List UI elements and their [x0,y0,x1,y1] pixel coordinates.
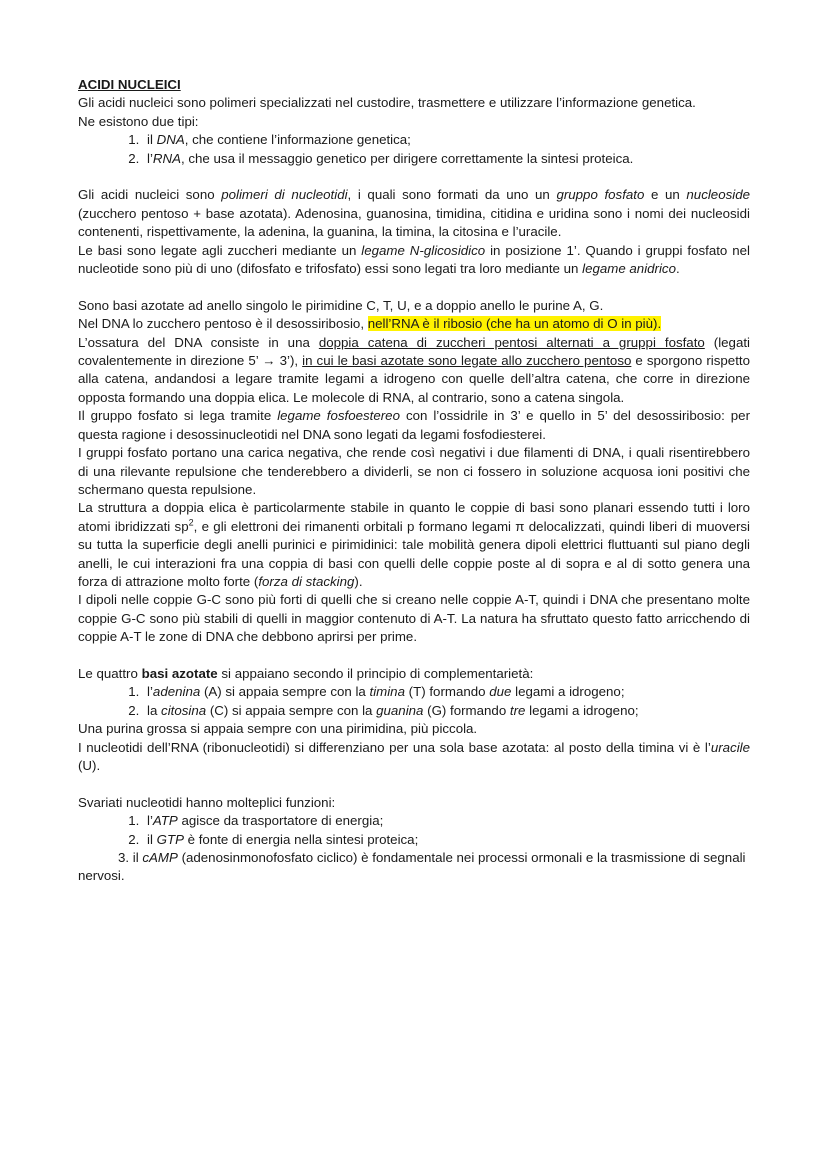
list-item-gtp: 2. il GTP è fonte di energia nella sintesi proteica; [143,831,750,849]
list-item-cytosine: 2. la citosina (C) si appaia sempre con la guanina (G) formando tre legami a idrogeno; [143,702,750,720]
document-page [78,76,750,886]
highlighted-text: nell’RNA è il ribosio (che ha un atomo di O in più). [367,316,662,332]
page-title: ACIDI NUCLEICI [78,77,181,92]
sugar-paragraph: Nel DNA lo zucchero pentoso è il desossiribosio, nell’RNA è il ribosio (che ha un atomo di O in più). [78,316,662,332]
dipoles-paragraph: I dipoli nelle coppie G-C sono più forti di quelli che si creano nelle coppie A-T, quindi i DNA che presentano molte coppie G-C sono più stabili di quelli in maggior contenuto di A-T. La natura ha sfruttato questo fatto arricchendo di coppie A-T le zone di DNA che debbono aprirsi per prime. [78,592,750,645]
list-item-adenine: 1. l’adenina (A) si appaia sempre con la timina (T) formando due legami a idrogeno; [143,683,750,701]
phosphate-bond-paragraph: Il gruppo fosfato si lega tramite legame fosfoestereo con l’ossidrile in 3’ e quello in 5’ del desossiribosio: per questa ragione i desossinucleotidi nel DNA sono legati da legami fosfodiesterei. [78,408,751,442]
functions-paragraph: Svariati nucleotidi hanno molteplici funzioni: [78,794,336,810]
list-item-dna: 1. il DNA, che contiene l’informazione genetica; [143,131,750,149]
list-item-rna: 2. l’RNA, che usa il messaggio genetico per dirigere correttamente la sintesi proteica. [143,150,750,168]
nucleic-acid-types-list [78,131,750,168]
rna-nucleotides-paragraph: I nucleotidi dell’RNA (ribonucleotidi) si differenziano per una sola base azotata: al posto della timina vi è l’uracile (U). [78,739,750,773]
bonds-paragraph: Le basi sono legate agli zuccheri mediante un legame N-glicosidico in posizione 1’. Quando i gruppi fosfato nel nucleotide sono più di uno (difosfato e trifosfato) essi sono legati tra loro mediante un legame anidrico. [78,242,750,277]
bases-paragraph: Sono basi azotate ad anello singolo le pirimidine C, T, U, e a doppio anello le purine A, G. [78,297,604,313]
base-pairing-list [78,683,750,720]
intro-paragraph: Gli acidi nucleici sono polimeri specializzati nel custodire, trasmettere e utilizzare l’informazione genetica. [78,95,696,111]
list-item-atp: 1. l’ATP agisce da trasportatore di energia; [143,812,750,830]
stacking-paragraph: La struttura a doppia elica è particolarmente stabile in quanto le coppie di basi sono planari essendo tutti i loro atomi ibridizzati $sp^2$, e gli elettroni dei rimanenti orbitali p formano legami π delocalizzati, quindi liberi di muoversi su tutta la superficie degli anelli purinici e pirimidinici: tale mobilità genera dipoli elettrici fluttuanti sul piano degli anelli, le cui interazioni fra una coppia di basi con quelli delle coppie poste al di sopra e al di sotto genera una forza di attrazione molto forte (forza di stacking). [78,500,750,589]
complementarity-paragraph: Le quattro basi azotate si appaiano secondo il principio di complementarietà: [78,665,534,681]
charge-paragraph: I gruppi fosfato portano una carica negativa, che rende così negativi i due filamenti di DNA, i quali risentirebbero di una rilevante repulsione che tenderebbero a dividerli, se non ci fossero in soluzione acquosa ioni positivi che schermano questa repulsione. [78,445,750,497]
nucleotide-functions-list [78,812,750,886]
list-item-camp: 3. il cAMP (adenosinmonofosfato ciclico) è fondamentale nei processi ormonali e la trasmissione di segnali nervosi. [78,849,750,886]
nucleotides-paragraph: Gli acidi nucleici sono polimeri di nucleotidi, i quali sono formati da uno un gruppo fosfato e un nucleoside (zucchero pentoso + base azotata). Adenosina, guanosina, timidina, citidina e uridina sono i nomi dei nucleosidi contenenti, rispettivamente, la adenina, la guanina, la timina, la citosina e l’uracile. [78,187,750,240]
intro-types-paragraph: Ne esistono due tipi: [78,113,199,129]
backbone-paragraph: L’ossatura del DNA consiste in una doppia catena di zuccheri pentosi alternati a gruppi fosfato (legati covalentemente in direzione 5’ → 3’), in cui le basi azotate sono legate allo zucchero pentoso e sporgono rispetto alla catena, andandosi a legare tramite legami a idrogeno con quelle dell’altra catena, che corre in direzione opposta formando una doppia elica. Le molecole di RNA, al contrario, sono a catena singola. [78,334,750,405]
purine-paragraph: Una purina grossa si appaia sempre con una pirimidina, più piccola. [78,721,478,737]
